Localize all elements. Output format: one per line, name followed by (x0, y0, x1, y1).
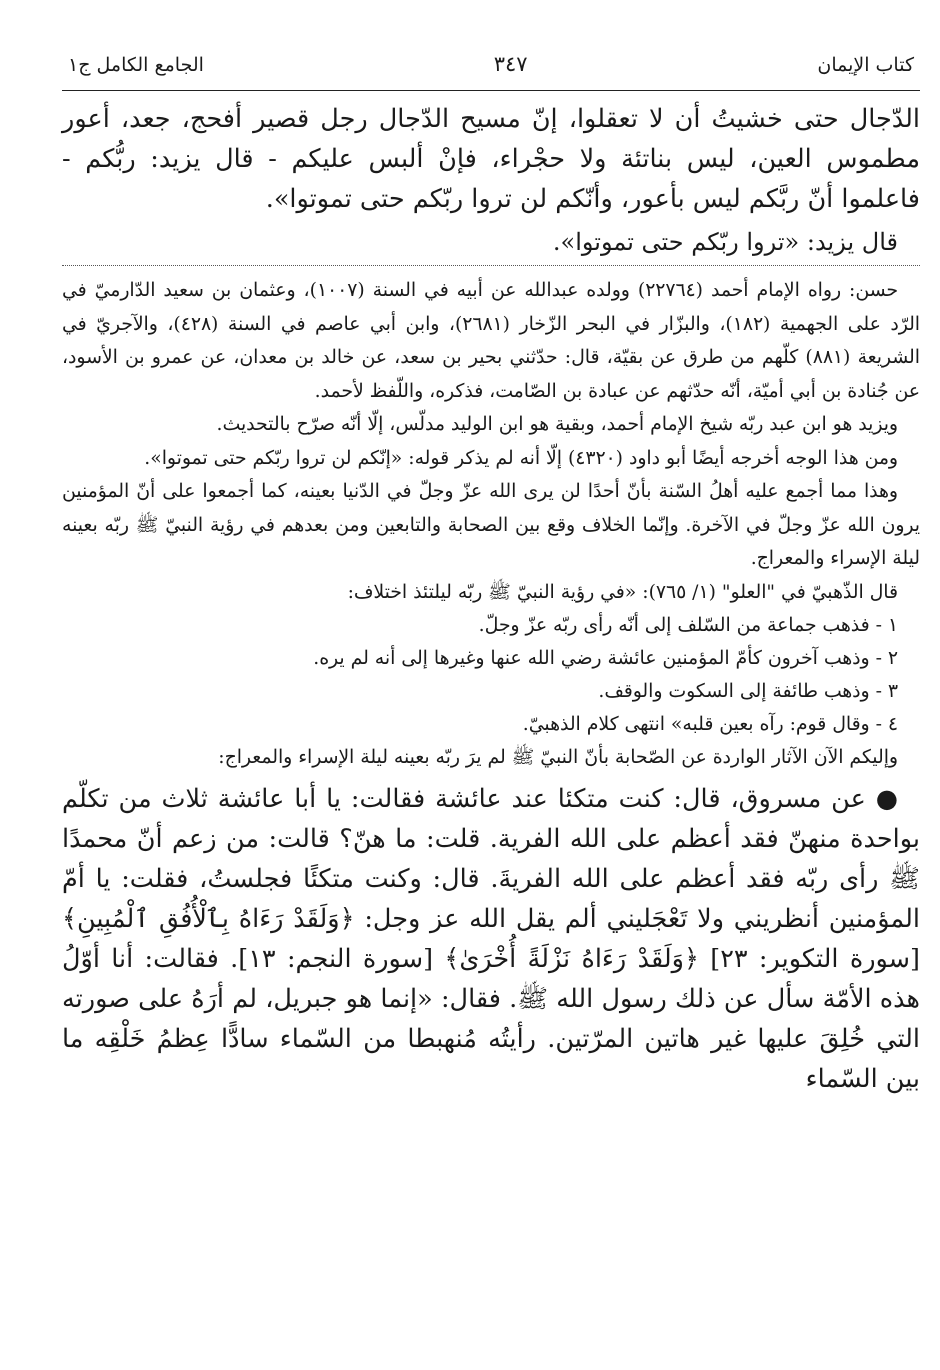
hadith-text-continuation: الدّجال حتى خشيتُ أن لا تعقلوا، إنّ مسيح الدّجال رجل قصير أفحج، جعد، أعور مطموس العين، ليس بناتئة ولا حجْراء، فإنْ ألبس عليكم - قال يزيد: ربُّكم - فاعلموا أنّ ربَّكم ليس بأعور، وأنّكم لن تروا ربّكم حتى تموتوا». (62, 104, 920, 214)
narrator-note: ويزيد هو ابن عبد ربّه شيخ الإمام أحمد، وبقية هو ابن الوليد مدلّس، إلّا أنّه صرّح بالتحديث. (216, 414, 898, 435)
opinion-list-item: ٢ - وذهب آخرون كأمّ المؤمنين عائشة رضي الله عنها وغيرها إلى أنه لم يره. (313, 648, 898, 669)
dhahabi-quote-intro: قال الذّهبيّ في "العلو" (١/ ٧٦٥): «في رؤية النبيّ ﷺ ربّه ليلتئذ اختلاف: (347, 581, 898, 603)
companions-reports-intro: وإليكم الآن الآثار الواردة عن الصّحابة بأنّ النبيّ ﷺ لم يرَ ربّه بعينه ليلة الإسراء والمعراج: (218, 747, 898, 768)
takhrij-note: حسن: رواه الإمام أحمد (٢٢٧٦٤) وولده عبدالله عن أبيه في السنة (١٠٠٧)، وعثمان بن سعيد الدّارميّ في الرّد على الجهمية (١٨٢)، والبزّار في البحر الزّخار (٢٦٨١)، وابن أبي عاصم في السنة (٤٢٨)، والآجريّ في الشريعة (٨٨١) كلّهم من طرق عن بقيّة، قال: حدّثني بحير بن سعد، عن خالد بن معدان، عن عمرو بن الأسود، عن جُنادة بن أبي أميّة، أنّه حدّثهم عن عبادة بن الصّامت، فذكره، واللّفظ لأحمد. (62, 280, 921, 402)
book-page (62, 52, 920, 1099)
opinion-list-item: ١ - فذهب جماعة من السّلف إلى أنّه رأى ربّه عزّ وجلّ. (478, 615, 898, 636)
footnote-separator (62, 265, 920, 266)
narrator-remark: قال يزيد: «تروا ربّكم حتى تموتوا». (552, 228, 898, 256)
consensus-note: وهذا مما أجمع عليه أهلُ السّنة بأنّ أحدًا لن يرى الله عزّ وجلّ في الدّنيا بعينه، كما أجمعوا على أنّ المؤمنين يرون الله عزّ وجلّ في الآخرة. وإنّما الخلاف وقع بين الصحابة والتابعين ومن بعدهم في رؤية النبيّ ﷺ ربّه بعينه ليلة الإسراء والمعراج. (62, 481, 920, 569)
masruq-hadith: ● عن مسروق، قال: كنت متكئا عند عائشة فقالت: يا أبا عائشة ثلاث من تكلّم بواحدة منهنّ فقد أعظم على الله الفرية. قلت: ما هنّ؟ قالت: من زعم أنّ محمدًا ﷺ رأى ربّه فقد أعظم على الله الفريةَ. قال: وكنت متكئًا فجلستُ، فقلت: يا أمّ المؤمنين أنظريني ولا تَعْجَليني ألم يقل الله عز وجل: ﴿وَلَقَدْ رَءَاهُ بِٱلْأُفُقِ ٱلْمُبِينِ﴾ [سورة التكوير: ٢٣] ﴿وَلَقَدْ رَءَاهُ نَزْلَةً أُخْرَىٰ﴾ [سورة النجم: ١٣]. فقالت: أنا أوّلُ هذه الأمّة سأل عن ذلك رسول الله ﷺ. فقال: «إنما هو جبريل، لم أرَهُ على صورته التي خُلِقَ عليها غير هاتين المرّتين. رأيتُه مُنهبطا من السّماء سادًّا عِظمُ خَلْقِه ما بين السّماء (62, 783, 920, 1094)
abu-dawud-note: ومن هذا الوجه أخرجه أيضًا أبو داود (٤٣٢٠) إلّا أنه لم يذكر قوله: «إنّكم لن تروا ربّكم حتى تموتوا». (144, 447, 898, 469)
opinion-list-item: ٣ - وذهب طائفة إلى السكوت والوقف. (598, 681, 898, 702)
page-number: ٣٤٧ (493, 52, 528, 76)
page-header (62, 52, 920, 88)
header-rule (62, 90, 920, 91)
opinion-list-item: ٤ - وقال قوم: رآه بعين قلبه» انتهى كلام الذهبيّ. (522, 714, 898, 735)
running-header-chapter: كتاب الإيمان (817, 54, 914, 76)
running-header-book: الجامع الكامل ج١ (68, 54, 204, 76)
